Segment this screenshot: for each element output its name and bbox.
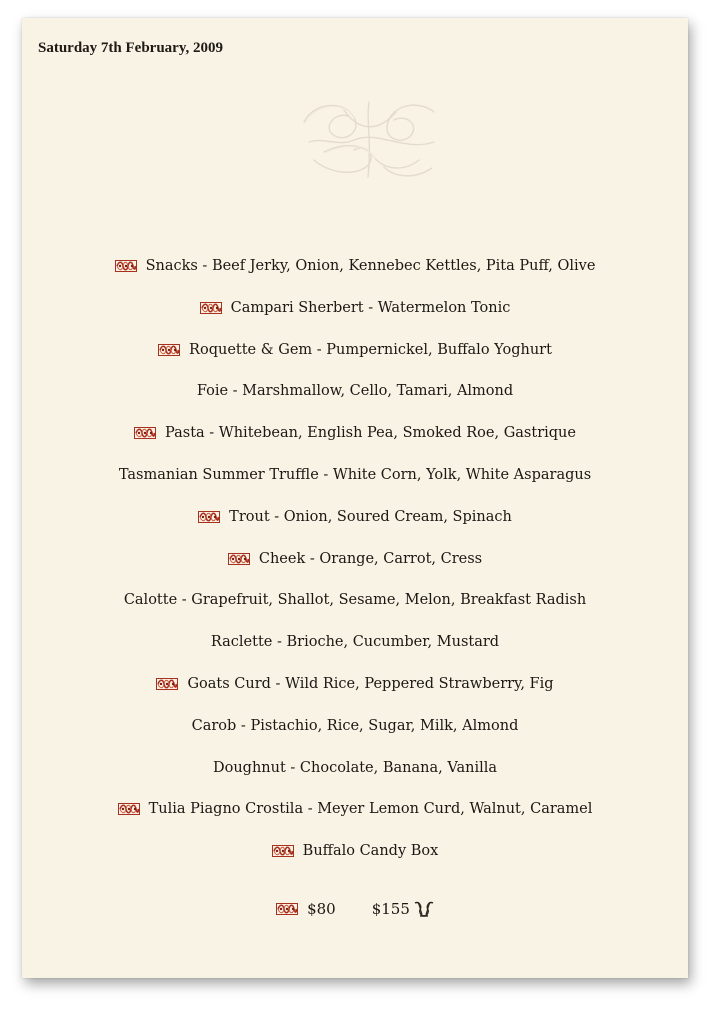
- course-item: [22, 505, 688, 547]
- course-item: [22, 379, 688, 421]
- course-item: [22, 254, 688, 296]
- celtic-knot-icon: [272, 845, 294, 857]
- celtic-knot-icon: [276, 903, 298, 915]
- course-list: [22, 254, 688, 881]
- course-text: Tasmanian Summer Truffle - White Corn, Yolk, White Asparagus: [118, 466, 592, 483]
- course-text: Trout - Onion, Soured Cream, Spinach: [229, 508, 512, 525]
- price-short: $80: [307, 900, 336, 918]
- course-text: Foie - Marshmallow, Cello, Tamari, Almond: [196, 383, 514, 400]
- course-text: Campari Sherbert - Watermelon Tonic: [230, 299, 511, 316]
- course-text: Buffalo Candy Box: [302, 843, 439, 860]
- course-text: Carob - Pistachio, Rice, Sugar, Milk, Almond: [191, 717, 519, 734]
- wine-glass-swirl-icon: [414, 900, 434, 918]
- course-item: [22, 630, 688, 672]
- course-text: Roquette & Gem - Pumpernickel, Buffalo Yoghurt: [189, 341, 552, 358]
- celtic-knot-icon: [156, 678, 178, 690]
- course-text: Doughnut - Chocolate, Banana, Vanilla: [212, 759, 498, 776]
- course-item: [22, 839, 688, 881]
- celtic-knot-icon: [118, 803, 140, 815]
- course-text: Cheek - Orange, Carrot, Cress: [258, 550, 483, 567]
- celtic-knot-icon: [200, 302, 222, 314]
- celtic-knot-icon: [228, 553, 250, 565]
- celtic-knot-icon: [198, 511, 220, 523]
- course-text: Pasta - Whitebean, English Pea, Smoked Roe, Gastrique: [165, 425, 576, 442]
- celtic-knot-icon: [158, 344, 180, 356]
- course-text: Tulia Piagno Crostila - Meyer Lemon Curd, Walnut, Caramel: [148, 801, 593, 818]
- course-item: [22, 463, 688, 505]
- course-item: [22, 547, 688, 589]
- celtic-knot-icon: [115, 260, 137, 272]
- course-item: [22, 756, 688, 798]
- course-item: [22, 714, 688, 756]
- course-text: Raclette - Brioche, Cucumber, Mustard: [210, 634, 500, 651]
- price-line: [22, 900, 688, 918]
- course-item: [22, 296, 688, 338]
- menu-page: [22, 18, 688, 978]
- celtic-knot-icon: [134, 427, 156, 439]
- course-text: Snacks - Beef Jerky, Onion, Kennebec Kettles, Pita Puff, Olive: [145, 258, 596, 274]
- price-full: $155: [371, 900, 410, 918]
- course-item: [22, 588, 688, 630]
- menu-date: Saturday 7th February, 2009: [38, 40, 224, 56]
- course-item: [22, 797, 688, 839]
- course-text: Calotte - Grapefruit, Shallot, Sesame, Melon, Breakfast Radish: [123, 592, 587, 609]
- course-item: [22, 672, 688, 714]
- course-item: [22, 338, 688, 380]
- course-text: Goats Curd - Wild Rice, Peppered Strawberry, Fig: [187, 675, 554, 692]
- course-item: [22, 421, 688, 463]
- embossed-monogram-icon: [284, 82, 454, 187]
